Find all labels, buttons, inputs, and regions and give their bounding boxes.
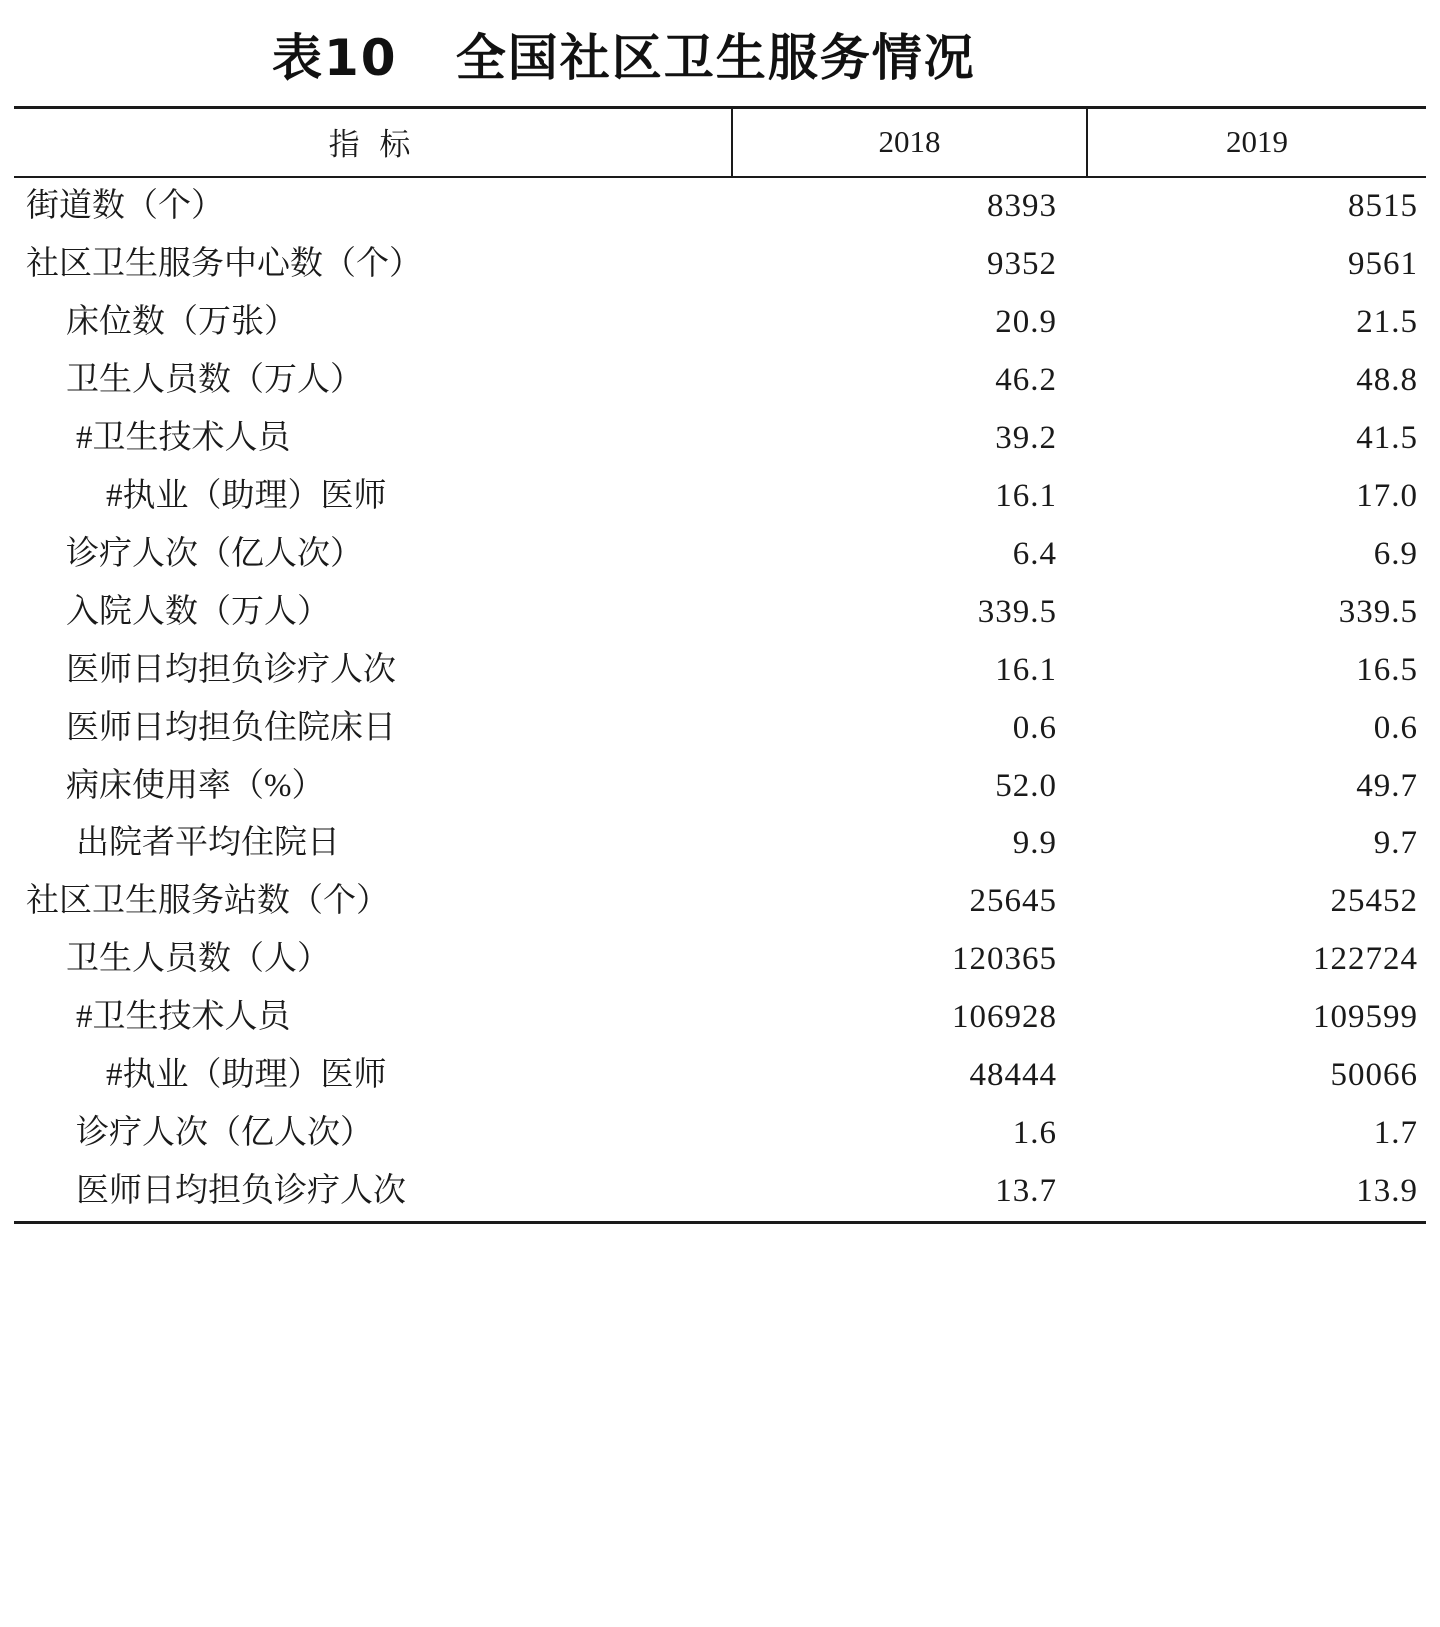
row-value-2019: 109599 (1313, 999, 1418, 1036)
row-value-2019: 0.6 (1373, 709, 1418, 746)
table-row (14, 410, 1426, 468)
table-row (14, 815, 1426, 873)
table-row (14, 642, 1426, 700)
row-value-2018: 25645 (969, 883, 1057, 920)
table-row (14, 989, 1426, 1047)
row-value-2018: 6.4 (1012, 535, 1057, 572)
table-row (14, 352, 1426, 410)
row-value-2019: 48.8 (1356, 361, 1418, 398)
table-row (14, 931, 1426, 989)
page-title: 表10 全国社区卫生服务情况 (272, 29, 976, 87)
table-row (14, 1163, 1426, 1222)
row-value-2019: 122724 (1313, 941, 1418, 978)
table-row (14, 873, 1426, 931)
table-row (14, 177, 1426, 236)
table-header-row (14, 108, 1426, 178)
row-indicator-label: 街道数（个） (26, 188, 224, 224)
table-row (14, 1105, 1426, 1163)
column-header-indicator: 指 标 (14, 108, 732, 178)
row-value-2019: 25452 (1330, 883, 1418, 920)
table-row (14, 526, 1426, 584)
row-indicator-label: 卫生人员数（人） (66, 941, 330, 978)
table-body (14, 177, 1426, 1223)
row-value-2018: 106928 (952, 999, 1057, 1036)
row-indicator-label: #卫生技术人员 (76, 419, 291, 456)
row-indicator-label: 社区卫生服务中心数（个） (26, 245, 422, 282)
row-indicator-label: #卫生技术人员 (76, 999, 291, 1036)
row-value-2019: 1.7 (1373, 1115, 1418, 1152)
row-value-2019: 49.7 (1356, 767, 1418, 804)
row-value-2018: 52.0 (995, 767, 1057, 804)
row-value-2018: 46.2 (995, 361, 1057, 398)
row-value-2018: 120365 (952, 941, 1057, 978)
row-indicator-label: 医师日均担负住院床日 (66, 709, 396, 746)
row-indicator-label: 医师日均担负诊疗人次 (66, 651, 396, 688)
table-row (14, 758, 1426, 816)
row-value-2018: 8393 (987, 188, 1057, 224)
row-indicator-label: 出院者平均住院日 (76, 825, 340, 862)
row-indicator-label: #执业（助理）医师 (106, 1057, 387, 1094)
table-row (14, 468, 1426, 526)
row-value-2019: 41.5 (1356, 419, 1418, 456)
row-value-2019: 339.5 (1338, 593, 1418, 630)
row-value-2019: 9561 (1348, 245, 1418, 282)
table-row (14, 584, 1426, 642)
table-header (14, 108, 1426, 178)
row-value-2018: 16.1 (995, 477, 1057, 514)
row-indicator-label: 卫生人员数（万人） (66, 361, 363, 398)
row-indicator-label: #执业（助理）医师 (106, 477, 387, 514)
row-value-2018: 39.2 (995, 419, 1057, 456)
row-value-2019: 13.9 (1087, 1163, 1426, 1222)
row-value-2019: 50066 (1330, 1057, 1418, 1094)
row-value-2019: 16.5 (1356, 651, 1418, 688)
row-value-2019: 21.5 (1356, 303, 1418, 340)
row-indicator-label: 病床使用率（%） (66, 767, 325, 804)
row-value-2018: 16.1 (995, 651, 1057, 688)
table-row (14, 1047, 1426, 1105)
column-header-2019: 2019 (1087, 108, 1426, 178)
row-value-2019: 9.7 (1373, 825, 1418, 862)
row-value-2019: 17.0 (1356, 477, 1418, 514)
row-value-2018: 48444 (969, 1057, 1057, 1094)
row-indicator-label: 诊疗人次（亿人次） (76, 1115, 373, 1152)
table-row (14, 294, 1426, 352)
row-indicator-label: 诊疗人次（亿人次） (66, 535, 363, 572)
row-value-2018: 339.5 (977, 593, 1057, 630)
row-indicator-label: 社区卫生服务站数（个） (26, 883, 389, 920)
column-header-2018: 2018 (732, 108, 1087, 178)
table-row (14, 236, 1426, 294)
row-indicator-label: 医师日均担负诊疗人次 (14, 1163, 732, 1222)
row-value-2019: 6.9 (1373, 535, 1418, 572)
row-value-2018: 20.9 (995, 303, 1057, 340)
row-value-2018: 9.9 (1012, 825, 1057, 862)
statistics-table (14, 106, 1426, 1224)
row-indicator-label: 入院人数（万人） (66, 593, 330, 630)
row-value-2019: 8515 (1348, 188, 1418, 224)
row-value-2018: 1.6 (1012, 1115, 1057, 1152)
table-row (14, 700, 1426, 758)
row-value-2018: 13.7 (732, 1163, 1087, 1222)
row-value-2018: 0.6 (1012, 709, 1057, 746)
row-indicator-label: 床位数（万张） (66, 303, 297, 340)
row-value-2018: 9352 (987, 245, 1057, 282)
